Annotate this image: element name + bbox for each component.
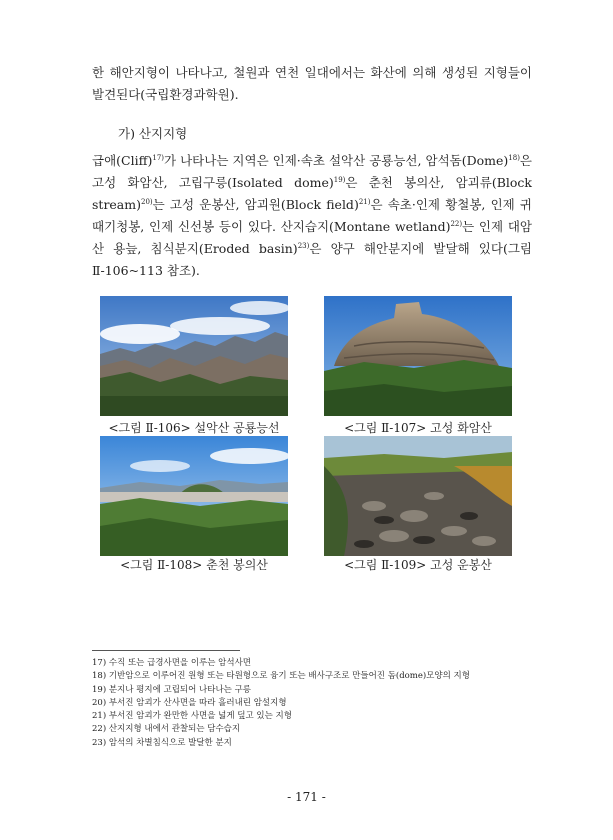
body-text: 은 속초·인제 황철봉, 인제 귀때기청봉, 인제 신선봉 등이 있다. 산지습지(Montane wetland) bbox=[92, 197, 532, 234]
body-text: 은 고성 화암산, 고립구릉(Isolated dome) bbox=[92, 153, 532, 190]
footnote-marker: 19) bbox=[333, 175, 346, 184]
intro-paragraph: 한 해안지형이 나타나고, 철원과 연천 일대에서는 화산에 의해 생성된 지형들이 발견된다(국립환경과학원). bbox=[92, 65, 532, 102]
body-text: 은 춘천 봉의산, 암괴류(Block stream) bbox=[92, 175, 532, 212]
footnote-22: 22) 산지지형 내에서 관찰되는 담수습지 bbox=[92, 724, 241, 735]
section-heading: 가) 산지지형 bbox=[118, 126, 188, 141]
footnote-17: 17) 수직 또는 급경사면을 이루는 암석사면 bbox=[92, 658, 252, 668]
photo-hwaamsan-dome bbox=[324, 296, 512, 416]
footnote-marker: 20) bbox=[141, 197, 153, 206]
footnote-marker: 18) bbox=[508, 153, 520, 162]
footnote-separator bbox=[92, 650, 240, 651]
page-number: - 171 - bbox=[287, 790, 326, 804]
footnote-20: 20) 부서진 암괴가 산사면을 따라 흘러내린 암설지형 bbox=[92, 697, 287, 708]
footnote-marker: 21) bbox=[358, 197, 371, 206]
body-text: 가 나타나는 지역은 인제·속초 설악산 공룡능선, 암석돔(Dome) bbox=[164, 153, 509, 168]
body-text: 은 양구 해안분지에 발달해 있다(그림 Ⅱ-106~113 참조). bbox=[92, 241, 532, 278]
figure-caption-109: <그림 Ⅱ-109> 고성 운봉산 bbox=[344, 558, 492, 572]
photo-unbongsan-block-stream bbox=[324, 436, 512, 556]
photo-bongeuisan-hill bbox=[100, 436, 288, 556]
figure-caption-108: <그림 Ⅱ-108> 춘천 봉의산 bbox=[120, 558, 268, 572]
body-text: 급애(Cliff) bbox=[92, 153, 153, 168]
footnote-21: 21) 부서진 암괴가 완만한 사면을 넓게 덮고 있는 지형 bbox=[92, 711, 292, 722]
footnote-marker: 22) bbox=[450, 219, 463, 228]
footnote-marker: 17) bbox=[152, 153, 164, 162]
footnote-18: 18) 기반암으로 이루어진 원형 또는 타원형으로 융기 또는 배사구조로 만들어진 돔(dome)모양의 지형 bbox=[92, 671, 470, 682]
footnote-marker: 23) bbox=[297, 241, 310, 250]
body-text: 는 인제 대암산 용늪, 침식분지(Eroded basin) bbox=[92, 219, 532, 256]
footnote-19: 19) 분지나 평지에 고립되어 나타나는 구릉 bbox=[92, 684, 252, 695]
footnote-23: 23) 암석의 차별침식으로 발달한 분지 bbox=[92, 737, 232, 748]
photo-seorak-ridge bbox=[100, 296, 288, 416]
figure-caption-107: <그림 Ⅱ-107> 고성 화암산 bbox=[344, 421, 492, 435]
body-paragraph bbox=[92, 150, 532, 282]
footnotes bbox=[92, 657, 470, 750]
body-text: 는 고성 운봉산, 암괴원(Block field) bbox=[152, 197, 359, 212]
figure-caption-106: <그림 Ⅱ-106> 설악산 공룡능선 bbox=[108, 421, 280, 435]
